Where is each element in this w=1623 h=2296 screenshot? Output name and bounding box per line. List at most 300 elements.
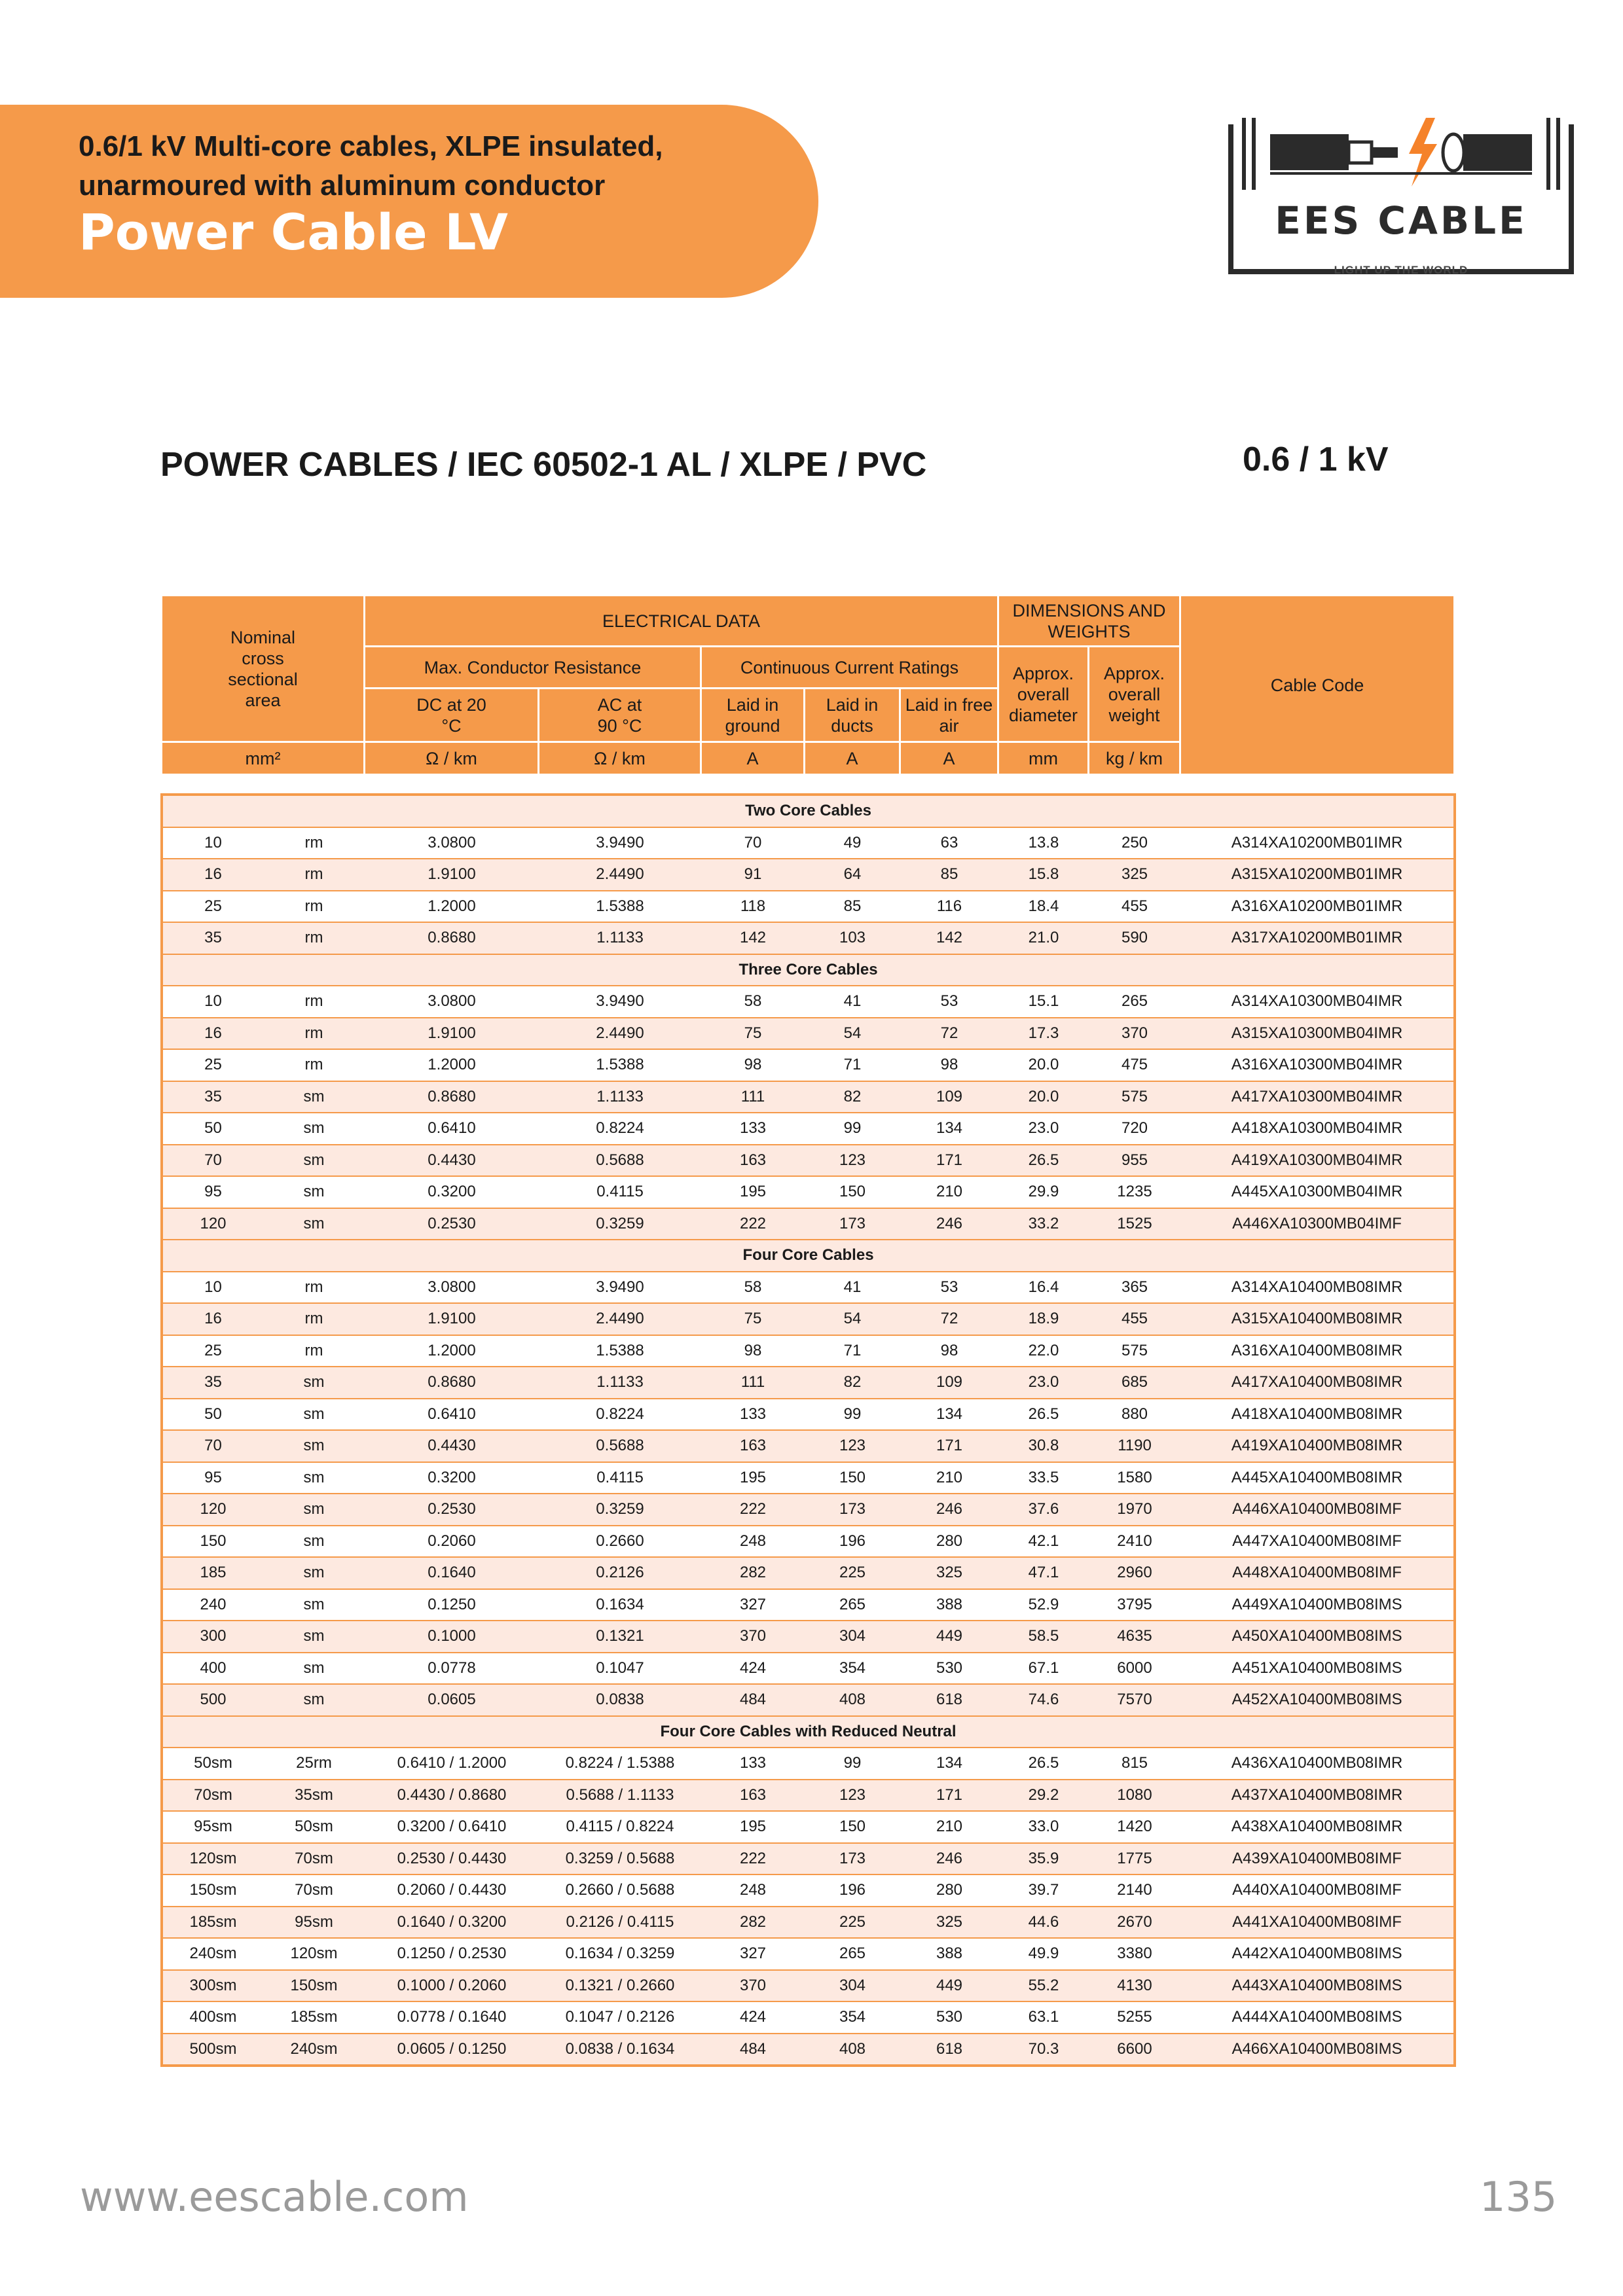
table-cell: 246 (900, 1843, 998, 1875)
table-cell: 0.0778 / 0.1640 (365, 2001, 539, 2034)
table-cell: 49 (805, 827, 900, 859)
table-row (162, 1653, 1455, 1685)
table-cell: rm (263, 827, 365, 859)
table-cell: 20.0 (998, 1049, 1089, 1081)
table-cell: 3380 (1089, 1938, 1180, 1970)
table-cell: 23.0 (998, 1367, 1089, 1399)
table-cell: A439XA10400MB08IMF (1180, 1843, 1455, 1875)
table-row (162, 1843, 1455, 1875)
header-current-ratings: Continuous Current Ratings (701, 647, 998, 689)
subtitle-line-2: unarmoured with aluminum conductor (79, 170, 606, 202)
table-cell: 618 (900, 2034, 998, 2066)
table-cell: 72 (900, 1303, 998, 1335)
table-cell: 173 (805, 1843, 900, 1875)
table-row (162, 1430, 1455, 1462)
table-cell: 248 (701, 1526, 805, 1558)
table-cell: sm (263, 1176, 365, 1208)
table-cell: 365 (1089, 1272, 1180, 1304)
table-cell: sm (263, 1684, 365, 1716)
table-cell: 327 (701, 1938, 805, 1970)
table-cell: A452XA10400MB08IMS (1180, 1684, 1455, 1716)
table-cell: 134 (900, 1113, 998, 1145)
unit-cell: Ω / km (365, 742, 539, 775)
table-cell: 0.2060 / 0.4430 (365, 1874, 539, 1907)
table-cell: 35 (162, 1367, 263, 1399)
table-cell: 195 (701, 1176, 805, 1208)
unit-cell: A (701, 742, 805, 775)
table-cell: 484 (701, 1684, 805, 1716)
table-cell: 163 (701, 1430, 805, 1462)
table-cell: 171 (900, 1145, 998, 1177)
table-row (162, 1399, 1455, 1431)
table-cell: 575 (1089, 1081, 1180, 1113)
table-cell: 35sm (263, 1780, 365, 1812)
table-cell: 111 (701, 1367, 805, 1399)
table-cell: 880 (1089, 1399, 1180, 1431)
table-cell: 63 (900, 827, 998, 859)
table-cell: 280 (900, 1874, 998, 1907)
table-cell: A445XA10400MB08IMR (1180, 1462, 1455, 1494)
table-cell: 0.2530 / 0.4430 (365, 1843, 539, 1875)
section-header-row (162, 954, 1455, 986)
table-cell: 354 (805, 1653, 900, 1685)
table-cell: 16 (162, 859, 263, 891)
table-cell: A438XA10400MB08IMR (1180, 1811, 1455, 1843)
table-cell: 265 (805, 1938, 900, 1970)
section-title: Two Core Cables (162, 795, 1455, 827)
table-row (162, 1462, 1455, 1494)
table-cell: A440XA10400MB08IMF (1180, 1874, 1455, 1907)
table-cell: 71 (805, 1049, 900, 1081)
table-cell: 222 (701, 1843, 805, 1875)
section-title: Four Core Cables with Reduced Neutral (162, 1716, 1455, 1748)
table-cell: 1.2000 (365, 1049, 539, 1081)
table-cell: 41 (805, 986, 900, 1018)
table-cell: rm (263, 1018, 365, 1050)
table-cell: A437XA10400MB08IMR (1180, 1780, 1455, 1812)
table-row (162, 1145, 1455, 1177)
table-cell: A417XA10400MB08IMR (1180, 1367, 1455, 1399)
table-cell: 530 (900, 1653, 998, 1685)
table-cell: 150 (805, 1462, 900, 1494)
table-cell: 29.9 (998, 1176, 1089, 1208)
table-row (162, 1335, 1455, 1367)
unit-cell: A (805, 742, 900, 775)
table-cell: 1420 (1089, 1811, 1180, 1843)
table-cell: 0.2660 / 0.5688 (539, 1874, 701, 1907)
table-cell: 0.2126 / 0.4115 (539, 1907, 701, 1939)
table-cell: 133 (701, 1113, 805, 1145)
table-header (160, 594, 1455, 776)
table-row (162, 1938, 1455, 1970)
table-cell: 0.8680 (365, 1081, 539, 1113)
table-cell: 120 (162, 1208, 263, 1240)
table-cell: 246 (900, 1494, 998, 1526)
table-cell: 0.1321 (539, 1621, 701, 1653)
table-cell: rm (263, 986, 365, 1018)
table-cell: 1.5388 (539, 891, 701, 923)
table-cell: 3.0800 (365, 1272, 539, 1304)
table-cell: 1190 (1089, 1430, 1180, 1462)
table-cell: 6600 (1089, 2034, 1180, 2066)
unit-cell: mm² (162, 742, 365, 775)
table-cell: A445XA10300MB04IMR (1180, 1176, 1455, 1208)
table-cell: 109 (900, 1081, 998, 1113)
document-title: POWER CABLES / IEC 60502-1 AL / XLPE / PVC (160, 446, 927, 484)
table-cell: 50 (162, 1113, 263, 1145)
table-cell: 185sm (263, 2001, 365, 2034)
header-approx-weight: Approx. overall weight (1089, 647, 1180, 742)
table-cell: A317XA10200MB01IMR (1180, 922, 1455, 954)
table-cell: 50 (162, 1399, 263, 1431)
section-title: Four Core Cables (162, 1240, 1455, 1272)
table-cell: 325 (900, 1907, 998, 1939)
table-row (162, 1684, 1455, 1716)
table-cell: A314XA10200MB01IMR (1180, 827, 1455, 859)
table-cell: sm (263, 1081, 365, 1113)
table-row (162, 1303, 1455, 1335)
table-cell: 1.1133 (539, 1367, 701, 1399)
table-cell: 25rm (263, 1748, 365, 1780)
table-cell: 118 (701, 891, 805, 923)
table-cell: 171 (900, 1430, 998, 1462)
table-cell: 35 (162, 922, 263, 954)
table-cell: sm (263, 1494, 365, 1526)
table-cell: 6000 (1089, 1653, 1180, 1685)
table-cell: 325 (1089, 859, 1180, 891)
table-cell: 82 (805, 1081, 900, 1113)
unit-cell: mm (998, 742, 1089, 775)
table-row (162, 1874, 1455, 1907)
page-number: 135 (1480, 2173, 1558, 2221)
table-cell: 185sm (162, 1907, 263, 1939)
table-cell: 0.1640 / 0.3200 (365, 1907, 539, 1939)
table-cell: A418XA10400MB08IMR (1180, 1399, 1455, 1431)
table-cell: 0.4430 (365, 1430, 539, 1462)
table-cell: 0.1634 (539, 1589, 701, 1621)
table-cell: 1235 (1089, 1176, 1180, 1208)
table-cell: 74.6 (998, 1684, 1089, 1716)
table-cell: 400 (162, 1653, 263, 1685)
table-row (162, 2034, 1455, 2066)
table-cell: 134 (900, 1399, 998, 1431)
table-cell: 185 (162, 1557, 263, 1589)
header-electrical-data: ELECTRICAL DATA (365, 596, 998, 647)
table-cell: 0.8680 (365, 1367, 539, 1399)
table-cell: 0.5688 (539, 1430, 701, 1462)
section-header-row (162, 1716, 1455, 1748)
table-cell: 35 (162, 1081, 263, 1113)
table-cell: 0.3200 (365, 1462, 539, 1494)
table-cell: 142 (900, 922, 998, 954)
table-cell: 246 (900, 1208, 998, 1240)
table-cell: 0.3259 (539, 1208, 701, 1240)
table-cell: rm (263, 859, 365, 891)
table-row (162, 986, 1455, 1018)
table-cell: 300sm (162, 1970, 263, 2002)
table-cell: 18.9 (998, 1303, 1089, 1335)
table-row (162, 1208, 1455, 1240)
table-cell: 173 (805, 1208, 900, 1240)
table-cell: 225 (805, 1907, 900, 1939)
table-cell: 455 (1089, 1303, 1180, 1335)
table-cell: 163 (701, 1145, 805, 1177)
table-cell: 71 (805, 1335, 900, 1367)
section-header-row (162, 795, 1455, 827)
table-cell: 484 (701, 2034, 805, 2066)
table-cell: A442XA10400MB08IMS (1180, 1938, 1455, 1970)
table-cell: 0.4430 / 0.8680 (365, 1780, 539, 1812)
table-cell: 304 (805, 1621, 900, 1653)
table-cell: 33.5 (998, 1462, 1089, 1494)
table-cell: 20.0 (998, 1081, 1089, 1113)
table-cell: 408 (805, 2034, 900, 2066)
table-cell: 53 (900, 1272, 998, 1304)
table-cell: 0.1000 / 0.2060 (365, 1970, 539, 2002)
table-cell: 250 (1089, 827, 1180, 859)
table-cell: 123 (805, 1780, 900, 1812)
table-cell: 70sm (162, 1780, 263, 1812)
table-cell: 95sm (263, 1907, 365, 1939)
table-cell: 196 (805, 1874, 900, 1907)
table-cell: sm (263, 1462, 365, 1494)
unit-cell: A (900, 742, 998, 775)
table-cell: 75 (701, 1018, 805, 1050)
table-cell: 33.2 (998, 1208, 1089, 1240)
table-cell: 44.6 (998, 1907, 1089, 1939)
table-cell: 142 (701, 922, 805, 954)
table-cell: sm (263, 1621, 365, 1653)
table-cell: 58 (701, 1272, 805, 1304)
table-cell: 10 (162, 986, 263, 1018)
table-cell: 98 (701, 1049, 805, 1081)
section-header-row (162, 1240, 1455, 1272)
table-cell: 0.1321 / 0.2660 (539, 1970, 701, 2002)
table-cell: 3.0800 (365, 986, 539, 1018)
table-cell: 0.3259 (539, 1494, 701, 1526)
table-cell: 30.8 (998, 1430, 1089, 1462)
table-cell: 424 (701, 2001, 805, 2034)
table-cell: sm (263, 1430, 365, 1462)
table-cell: 42.1 (998, 1526, 1089, 1558)
table-cell: 33.0 (998, 1811, 1089, 1843)
table-cell: sm (263, 1208, 365, 1240)
table-cell: 1.5388 (539, 1049, 701, 1081)
table-cell: 0.3200 / 0.6410 (365, 1811, 539, 1843)
ees-cable-logo (1218, 108, 1584, 285)
table-cell: 449 (900, 1970, 998, 2002)
table-cell: 70 (162, 1145, 263, 1177)
table-cell: 150 (805, 1176, 900, 1208)
table-cell: 64 (805, 859, 900, 891)
table-cell: 54 (805, 1018, 900, 1050)
table-cell: A444XA10400MB08IMS (1180, 2001, 1455, 2034)
table-cell: A443XA10400MB08IMS (1180, 1970, 1455, 2002)
table-cell: 3.0800 (365, 827, 539, 859)
table-cell: 195 (701, 1462, 805, 1494)
table-cell: 225 (805, 1557, 900, 1589)
table-cell: rm (263, 1335, 365, 1367)
table-cell: 91 (701, 859, 805, 891)
table-cell: 0.1000 (365, 1621, 539, 1653)
table-cell: 327 (701, 1589, 805, 1621)
table-row (162, 1081, 1455, 1113)
table-cell: 67.1 (998, 1653, 1089, 1685)
header-approx-diameter: Approx. overall diameter (998, 647, 1089, 742)
table-cell: 1.2000 (365, 1335, 539, 1367)
table-cell: 58 (701, 986, 805, 1018)
table-cell: 99 (805, 1113, 900, 1145)
table-cell: 449 (900, 1621, 998, 1653)
table-cell: A449XA10400MB08IMS (1180, 1589, 1455, 1621)
table-row (162, 1621, 1455, 1653)
table-cell: 22.0 (998, 1335, 1089, 1367)
table-cell: 18.4 (998, 891, 1089, 923)
table-row (162, 1748, 1455, 1780)
table-cell: A451XA10400MB08IMS (1180, 1653, 1455, 1685)
header-laid-air: Laid in free air (900, 689, 998, 742)
table-cell: 0.1250 / 0.2530 (365, 1938, 539, 1970)
table-cell: 1.1133 (539, 922, 701, 954)
table-cell: sm (263, 1526, 365, 1558)
table-cell: A316XA10300MB04IMR (1180, 1049, 1455, 1081)
table-cell: 1.9100 (365, 1303, 539, 1335)
table-cell: 50sm (263, 1811, 365, 1843)
table-cell: 2.4490 (539, 1018, 701, 1050)
table-row (162, 1970, 1455, 2002)
table-row (162, 1049, 1455, 1081)
table-cell: 0.1640 (365, 1557, 539, 1589)
table-cell: 13.8 (998, 827, 1089, 859)
table-cell: 0.1047 / 0.2126 (539, 2001, 701, 2034)
table-cell: 1.2000 (365, 891, 539, 923)
table-cell: 120sm (162, 1843, 263, 1875)
table-cell: A450XA10400MB08IMS (1180, 1621, 1455, 1653)
table-cell: 116 (900, 891, 998, 923)
table-cell: 95 (162, 1176, 263, 1208)
table-cell: 0.2126 (539, 1557, 701, 1589)
table-cell: 265 (805, 1589, 900, 1621)
table-cell: 196 (805, 1526, 900, 1558)
header-nominal: Nominal cross sectional area (162, 596, 365, 742)
table-cell: 720 (1089, 1113, 1180, 1145)
table-cell: 2.4490 (539, 859, 701, 891)
table-cell: 54 (805, 1303, 900, 1335)
table-row (162, 1494, 1455, 1526)
table-cell: 95 (162, 1462, 263, 1494)
table-cell: 82 (805, 1367, 900, 1399)
table-cell: 72 (900, 1018, 998, 1050)
table-cell: 265 (1089, 986, 1180, 1018)
table-row (162, 1589, 1455, 1621)
table-cell: sm (263, 1113, 365, 1145)
table-cell: sm (263, 1589, 365, 1621)
table-cell: 3.9490 (539, 986, 701, 1018)
table-cell: 0.2530 (365, 1208, 539, 1240)
table-cell: 0.5688 (539, 1145, 701, 1177)
table-cell: 171 (900, 1780, 998, 1812)
table-cell: 50sm (162, 1748, 263, 1780)
table-cell: 0.6410 (365, 1399, 539, 1431)
table-cell: 1970 (1089, 1494, 1180, 1526)
table-cell: 0.1250 (365, 1589, 539, 1621)
voltage-rating: 0.6 / 1 kV (1243, 440, 1389, 478)
table-cell: 2410 (1089, 1526, 1180, 1558)
table-cell: 475 (1089, 1049, 1180, 1081)
table-cell: A418XA10300MB04IMR (1180, 1113, 1455, 1145)
table-cell: 408 (805, 1684, 900, 1716)
table-cell: 240sm (162, 1938, 263, 1970)
table-cell: 26.5 (998, 1145, 1089, 1177)
table-cell: 282 (701, 1907, 805, 1939)
header-ac: AC at 90 °C (539, 689, 701, 742)
table-row (162, 891, 1455, 923)
table-cell: 120 (162, 1494, 263, 1526)
table-cell: 111 (701, 1081, 805, 1113)
header-laid-ground: Laid in ground (701, 689, 805, 742)
table-cell: rm (263, 1272, 365, 1304)
table-cell: 150sm (263, 1970, 365, 2002)
table-cell: 4130 (1089, 1970, 1180, 2002)
table-cell: 388 (900, 1589, 998, 1621)
table-cell: A315XA10300MB04IMR (1180, 1018, 1455, 1050)
table-cell: 0.8680 (365, 922, 539, 954)
table-cell: A466XA10400MB08IMS (1180, 2034, 1455, 2066)
table-cell: 0.6410 / 1.2000 (365, 1748, 539, 1780)
table-cell: 0.8224 (539, 1399, 701, 1431)
table-cell: 0.3200 (365, 1176, 539, 1208)
table-cell: 98 (900, 1335, 998, 1367)
table-cell: 1.5388 (539, 1335, 701, 1367)
section-title: Three Core Cables (162, 954, 1455, 986)
table-cell: sm (263, 1557, 365, 1589)
table-cell: 39.7 (998, 1874, 1089, 1907)
table-row (162, 1907, 1455, 1939)
table-cell: 70.3 (998, 2034, 1089, 2066)
table-cell: 240 (162, 1589, 263, 1621)
table-cell: 133 (701, 1399, 805, 1431)
table-cell: 0.0778 (365, 1653, 539, 1685)
table-cell: 370 (1089, 1018, 1180, 1050)
table-cell: 4635 (1089, 1621, 1180, 1653)
main-title: Power Cable LV (79, 203, 508, 261)
table-cell: 109 (900, 1367, 998, 1399)
table-cell: A419XA10300MB04IMR (1180, 1145, 1455, 1177)
table-cell: sm (263, 1653, 365, 1685)
table-row (162, 922, 1455, 954)
table-row (162, 827, 1455, 859)
footer-url[interactable]: www.eescable.com (80, 2173, 469, 2221)
table-cell: A314XA10300MB04IMR (1180, 986, 1455, 1018)
table-cell: sm (263, 1367, 365, 1399)
table-cell: A314XA10400MB08IMR (1180, 1272, 1455, 1304)
table-cell: 400sm (162, 2001, 263, 2034)
subtitle-line-1: 0.6/1 kV Multi-core cables, XLPE insulated, (79, 130, 663, 162)
table-cell: 0.0838 (539, 1684, 701, 1716)
table-cell: 210 (900, 1811, 998, 1843)
table-cell: 99 (805, 1748, 900, 1780)
table-cell: 3.9490 (539, 1272, 701, 1304)
table-cell: 500 (162, 1684, 263, 1716)
table-cell: 685 (1089, 1367, 1180, 1399)
table-cell: 0.0838 / 0.1634 (539, 2034, 701, 2066)
table-cell: rm (263, 922, 365, 954)
table-cell: 0.0605 (365, 1684, 539, 1716)
table-cell: 47.1 (998, 1557, 1089, 1589)
table-cell: A315XA10400MB08IMR (1180, 1303, 1455, 1335)
table-cell: 282 (701, 1557, 805, 1589)
table-cell: 2960 (1089, 1557, 1180, 1589)
